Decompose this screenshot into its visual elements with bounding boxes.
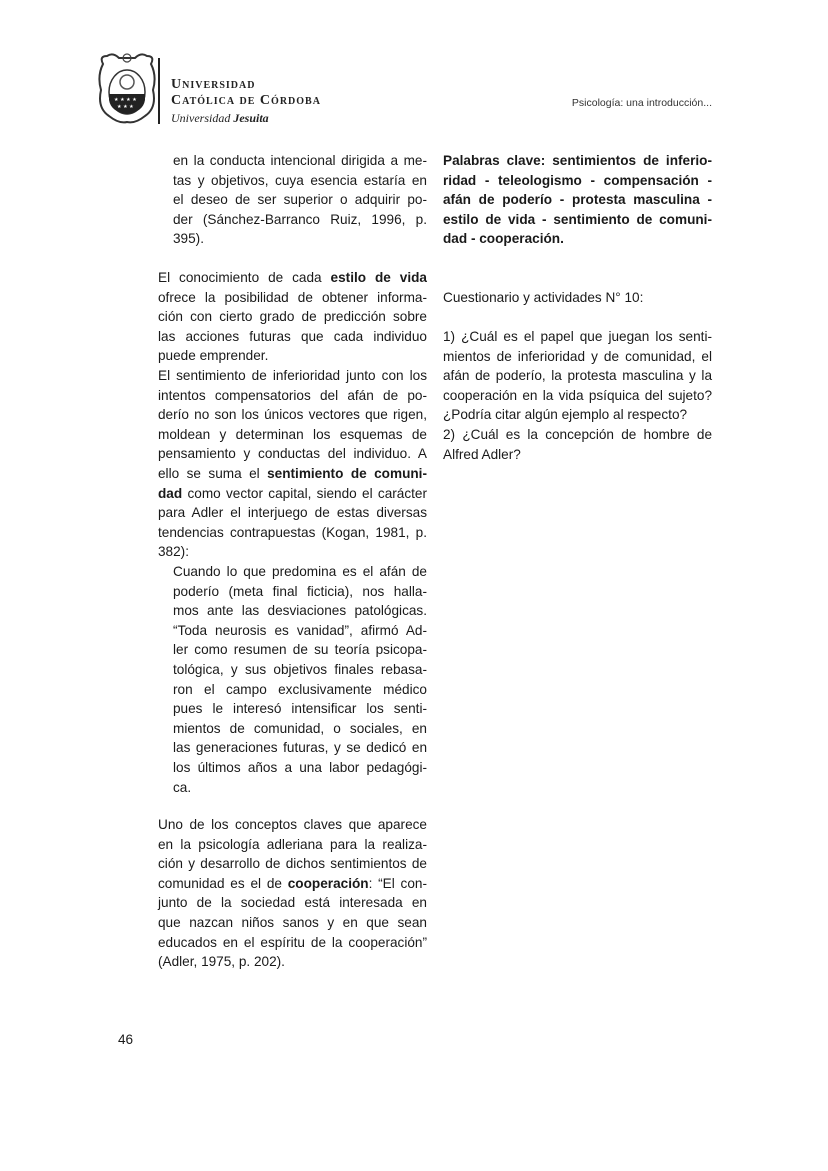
text-line xyxy=(158,288,427,308)
text-line xyxy=(173,758,427,778)
university-crest-logo xyxy=(95,50,159,126)
text-line xyxy=(158,874,427,894)
text-run: der (Sánchez-Barranco Ruiz, 1996, p. xyxy=(173,211,427,227)
text-run: 382): xyxy=(158,544,189,560)
text-run: 1) ¿Cuál es el papel que juegan los senti- xyxy=(443,329,712,344)
paragraph-left-column xyxy=(158,366,427,562)
text-run: poderío (meta final ficticia), nos halla- xyxy=(173,583,427,599)
text-run: “Toda neurosis es vanidad”, afirmó Ad- xyxy=(173,622,427,638)
paragraph-left-column xyxy=(158,815,427,972)
text-run: pensamiento y conductas del individuo. A xyxy=(158,446,427,462)
text-line xyxy=(443,229,712,249)
text-line xyxy=(173,562,427,582)
text-line xyxy=(443,190,712,210)
text-line xyxy=(443,171,712,191)
text-line xyxy=(158,952,427,972)
tagline-jesuita: Jesuita xyxy=(233,111,269,125)
tagline-universidad: Universidad xyxy=(171,111,231,125)
text-run: tológica, y sus objetivos finales rebasa- xyxy=(173,661,427,677)
text-run: ción con cierto grado de predicción sobre xyxy=(158,309,427,325)
text-run: comunidad es el de xyxy=(158,875,288,891)
university-name-line2: Católica de Córdoba xyxy=(171,93,321,108)
text-run: mientos de comunidad, o sociales, en xyxy=(173,720,427,736)
text-run: (Adler, 1975, p. 202). xyxy=(158,954,285,970)
svg-text:★ ★ ★ ★: ★ ★ ★ ★ xyxy=(114,97,137,103)
page-number: 46 xyxy=(118,1032,134,1047)
text-run: tas y objetivos, cuya esencia estaría en xyxy=(173,172,427,188)
text-line xyxy=(173,229,427,249)
text-run: ción y desarrollo de dichos sentimientos de xyxy=(158,856,427,872)
text-run: Uno de los conceptos claves que aparece xyxy=(158,817,427,832)
text-run: las acciones futuras que cada individuo xyxy=(158,328,427,344)
bold-text: cooperación xyxy=(287,875,369,891)
text-line xyxy=(158,913,427,933)
text-line xyxy=(158,444,427,464)
text-run: : “El con- xyxy=(368,875,428,891)
bold-text: dad xyxy=(158,485,183,501)
text-run: pues le interesó intensificar los senti- xyxy=(173,701,427,717)
text-run: el deseo de ser superior o adquirir po- xyxy=(173,192,427,208)
text-line xyxy=(158,503,427,523)
text-line xyxy=(158,268,427,288)
text-line xyxy=(173,719,427,739)
text-line xyxy=(443,327,712,347)
bold-text: Palabras clave: sentimientos de inferio- xyxy=(443,153,712,168)
text-line xyxy=(443,347,712,367)
university-tagline xyxy=(171,111,269,126)
text-run: moldean y determinan los esquemas de xyxy=(158,426,427,442)
text-line xyxy=(158,405,427,425)
text-line xyxy=(173,210,427,230)
block-quote-left-column xyxy=(173,151,427,249)
text-run: en la psicología adleriana para la realiza- xyxy=(158,836,427,852)
text-line xyxy=(173,151,427,171)
text-line xyxy=(173,582,427,602)
text-line xyxy=(443,288,712,308)
text-line xyxy=(173,738,427,758)
text-run: como vector capital, siendo el carácter xyxy=(182,485,427,501)
text-line xyxy=(173,601,427,621)
text-line xyxy=(158,835,427,855)
text-run: puede emprender. xyxy=(158,348,269,364)
text-run: ron el campo exclusivamente médico xyxy=(173,681,427,697)
text-run: mos ante las desviaciones patológicas. xyxy=(173,603,427,619)
paragraph-right-column xyxy=(443,288,712,308)
text-run: educados en el espíritu de la cooperación” xyxy=(158,934,427,950)
text-run: El sentimiento de inferioridad junto con los xyxy=(158,368,427,383)
paragraph-right-column xyxy=(443,327,712,425)
text-run: ler como resumen de su teoría psicopa- xyxy=(173,642,427,658)
text-run: 395). xyxy=(173,231,204,247)
text-run: ofrece la posibilidad de obtener informa- xyxy=(158,289,427,305)
text-line xyxy=(443,210,712,230)
bold-text: ridad - teleologismo - compensación - xyxy=(443,172,712,188)
running-header-title: Psicología: una introducción... xyxy=(571,97,712,109)
text-run: los últimos años a una labor pedagógi- xyxy=(173,759,427,775)
text-run: junto de la sociedad está interesada en xyxy=(158,895,427,911)
text-run: Cuestionario y actividades N° 10: xyxy=(443,290,644,305)
text-line xyxy=(443,445,712,465)
text-line xyxy=(443,151,712,171)
text-line xyxy=(173,190,427,210)
bold-text: afán de poderío - protesta masculina - xyxy=(443,192,712,208)
text-run: ¿Podría citar algún ejemplo al respecto? xyxy=(443,407,688,423)
text-run: 2) ¿Cuál es la concepción de hombre de xyxy=(443,427,712,442)
bold-text: dad - cooperación. xyxy=(443,231,564,247)
text-run: intentos compensatorios del afán de po- xyxy=(158,387,427,403)
text-run: mientos de inferioridad y de comunidad, el xyxy=(443,348,712,364)
text-line xyxy=(158,933,427,953)
text-line xyxy=(158,346,427,366)
text-run: cooperación en la vida psíquica del sujeto? xyxy=(443,387,712,403)
text-line xyxy=(158,386,427,406)
text-run: en la conducta intencional dirigida a me- xyxy=(173,153,427,168)
university-name-line1: Universidad xyxy=(171,77,256,92)
text-run: ca. xyxy=(173,779,192,795)
text-line xyxy=(173,640,427,660)
text-line xyxy=(443,386,712,406)
text-run: Alfred Adler? xyxy=(443,446,521,462)
text-run: que nazcan niños sanos y en que sean xyxy=(158,914,427,930)
text-line xyxy=(158,327,427,347)
text-line xyxy=(173,660,427,680)
bold-text: estilo de vida xyxy=(330,270,427,285)
header-divider xyxy=(158,58,160,124)
text-run: para Adler el interjuego de estas diversas xyxy=(158,505,427,521)
bold-text: estilo de vida - sentimiento de comuni- xyxy=(443,211,712,227)
block-quote-left-column xyxy=(173,562,427,797)
bold-text: sentimiento de comuni- xyxy=(267,465,427,481)
text-line xyxy=(173,171,427,191)
text-line xyxy=(158,307,427,327)
text-line xyxy=(443,425,712,445)
text-run: las generaciones futuras, y se dedicó en xyxy=(173,740,427,756)
paragraph-right-column xyxy=(443,151,712,249)
text-line xyxy=(158,484,427,504)
text-line xyxy=(173,680,427,700)
paragraph-left-column xyxy=(158,268,427,366)
text-run: ello se suma el xyxy=(158,465,268,481)
text-line xyxy=(443,366,712,386)
svg-text:★ ★ ★: ★ ★ ★ xyxy=(117,104,134,110)
text-run: derío no son los únicos vectores que rigen, xyxy=(158,407,427,423)
text-run: tendencias contrapuestas (Kogan, 1981, p. xyxy=(158,524,427,540)
text-line xyxy=(158,366,427,386)
text-line xyxy=(173,621,427,641)
text-run: Cuando lo que predomina es el afán de xyxy=(173,564,427,579)
paragraph-right-column xyxy=(443,425,712,464)
text-line xyxy=(158,523,427,543)
text-line xyxy=(443,405,712,425)
text-line xyxy=(158,425,427,445)
text-run: afán de poderío, la protesta masculina y la xyxy=(443,368,712,384)
text-line xyxy=(158,893,427,913)
text-line xyxy=(158,464,427,484)
text-line xyxy=(158,542,427,562)
text-line xyxy=(173,699,427,719)
text-run: El conocimiento de cada xyxy=(158,270,331,285)
text-line xyxy=(158,815,427,835)
text-line xyxy=(173,778,427,798)
text-line xyxy=(158,854,427,874)
